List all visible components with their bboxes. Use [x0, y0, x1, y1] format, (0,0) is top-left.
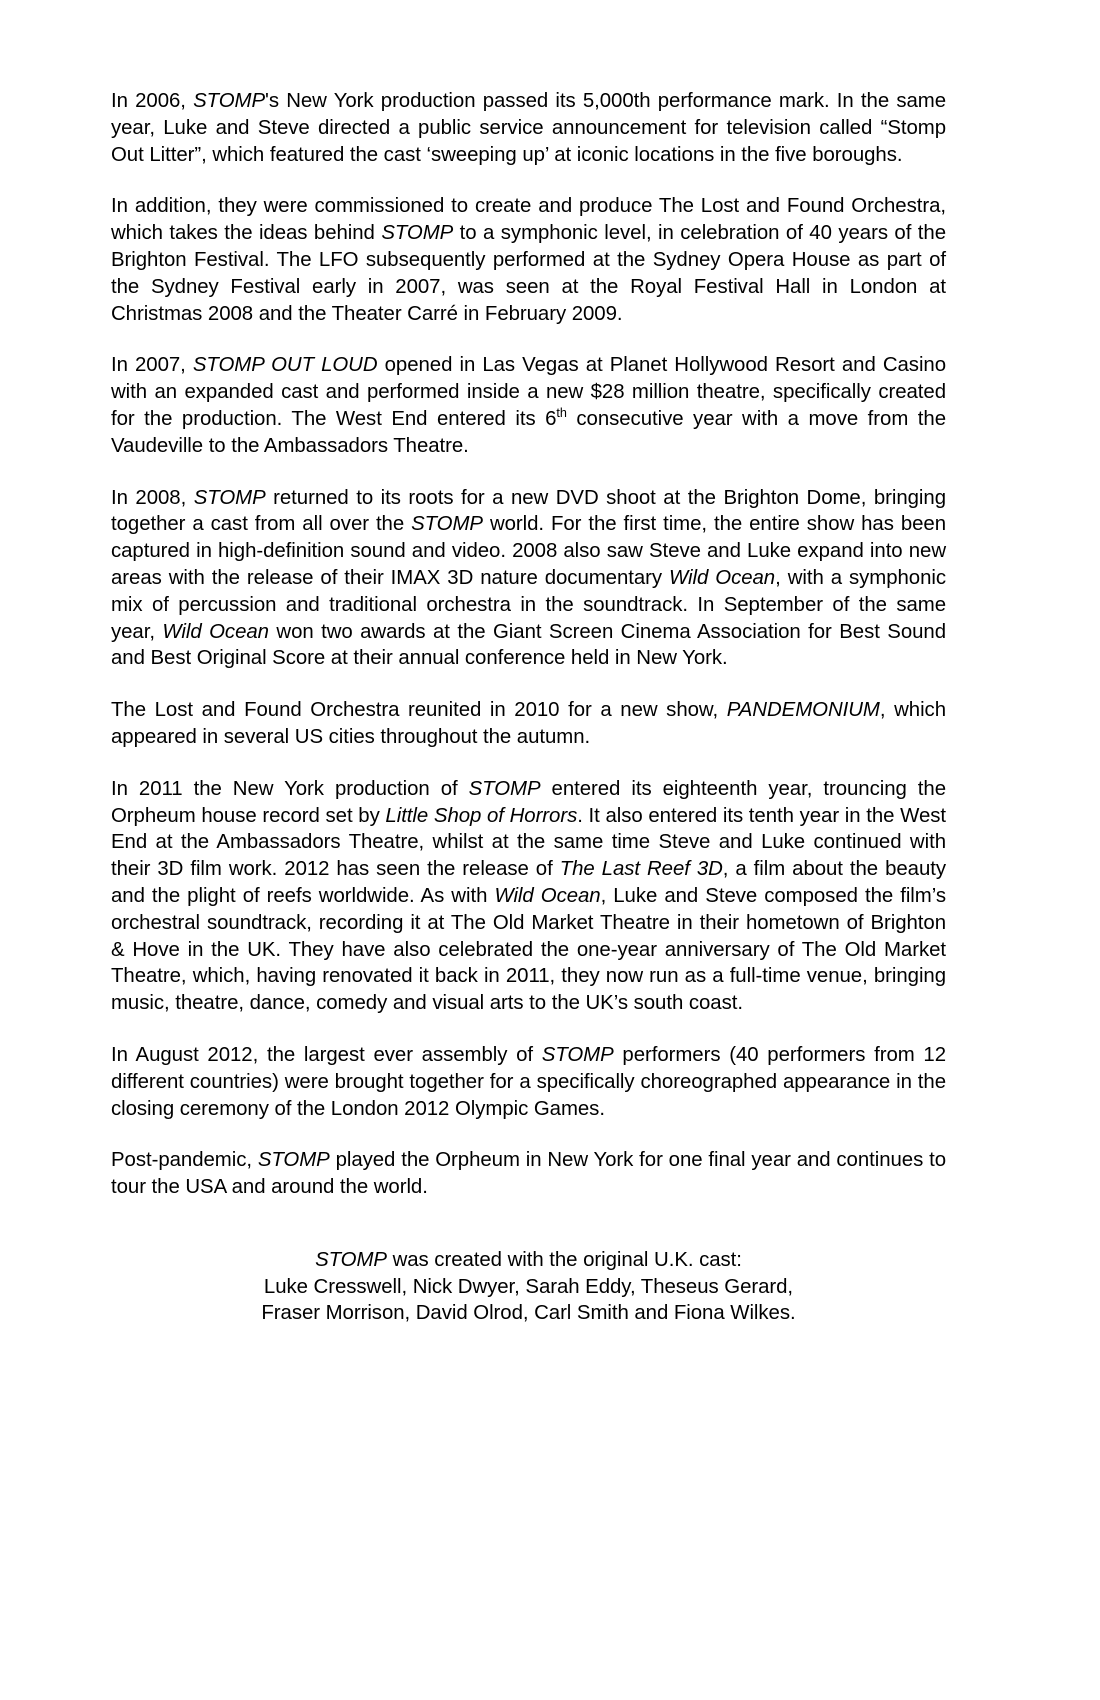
para-post-pandemic — [111, 1147, 946, 1201]
text-run: , a film about the beauty and the plight of reefs worldwide. As with — [111, 858, 947, 907]
text-run: played the Orpheum in New York for one final year and continues to tour the USA and around the world. — [111, 1149, 946, 1199]
cast-name-line: Luke Cresswell, Nick Dwyer, Sarah Eddy, Theseus Gerard, — [263, 1275, 794, 1298]
cast-heading — [111, 1247, 946, 1274]
italic-title: STOMP — [193, 486, 266, 509]
italic-title: STOMP OUT LOUD — [192, 354, 378, 377]
italic-title: Wild Ocean — [162, 620, 269, 643]
italic-title: STOMP — [381, 222, 454, 245]
italic-title: Wild Ocean — [669, 566, 776, 589]
cast-names — [111, 1274, 946, 1328]
ordinal-suffix: th — [556, 406, 567, 421]
cast-name-line: Fraser Morrison, David Olrod, Carl Smith and Fiona Wilkes. — [261, 1302, 796, 1325]
text-run: In 2011 the New York production of — [111, 777, 469, 800]
italic-title: STOMP — [468, 777, 541, 800]
text-run: world. For the first time, the entire show has been captured in high-definition sound and video. 2008 also saw Steve and Luke expand into new areas with the release of their IMAX 3D nature documentary — [111, 513, 946, 589]
italic-title: STOMP — [541, 1043, 614, 1066]
text-run: opened in Las Vegas at Planet Hollywood Resort and Casino with an expanded cast and performed inside a new $28 million theatre, specifically created for the production. The West End entered its 6 — [111, 354, 947, 430]
cast-block — [111, 1247, 946, 1327]
italic-title: PANDEMONIUM — [726, 699, 880, 722]
para-2011 — [111, 776, 946, 1017]
text-run: In addition, they were commissioned to create and produce The Lost and Found Orchestra, which takes the ideas behind — [111, 195, 946, 245]
text-run: . It also entered its tenth year in the West End at the Ambassadors Theatre, whilst at the same time Steve and Luke continued with their 3D film work. 2012 has seen the release of — [111, 804, 946, 881]
text-run: to a symphonic level, in celebration of 40 years of the Brighton Festival. The LFO subsequently performed at the Sydney Opera House as part of the Sydney Festival early in 2007, was seen at the Royal Festival Hall in London at Christmas 2008 and the Theater Carré in February 2009. — [111, 222, 946, 325]
text-run: , with a symphonic mix of percussion and traditional orchestra in the soundtrack. In September of the same year, — [111, 566, 946, 643]
text-run: returned to its roots for a new DVD shoot at the Brighton Dome, bringing together a cast from all over the — [111, 486, 946, 536]
text-run: , Luke and Steve composed the film’s orchestral soundtrack, recording it at The Old Market Theatre in their hometown of Brighton & Hove in the UK. They have also celebrated the one-year anniversary of The Old Market Theatre, which, having renovated it back in 2011, they now run as a full-time venue, bringing music, theatre, dance, comedy and visual arts to the UK’s south coast. — [111, 884, 946, 1015]
text-run: , which appeared in several US cities throughout the autumn. — [111, 699, 946, 748]
text-run: In 2008, — [111, 486, 194, 509]
para-2006 — [111, 88, 946, 168]
italic-title: STOMP — [411, 513, 483, 536]
italic-title: STOMP — [257, 1149, 330, 1172]
document-body — [111, 88, 946, 1327]
italic-title: The Last Reef 3D — [559, 858, 723, 881]
text-run: In 2007, — [111, 354, 193, 377]
text-run: won two awards at the Giant Screen Cinema Association for Best Sound and Best Original Score at their annual conference held in New York. — [111, 620, 946, 670]
text-run: performers (40 performers from 12 different countries) were brought together for a specifically choreographed appearance in the closing ceremony of the London 2012 Olympic Games. — [111, 1043, 946, 1120]
para-lost-and-found — [111, 193, 946, 327]
text-run: The Lost and Found Orchestra reunited in 2010 for a new show, — [111, 699, 727, 722]
paragraph-list — [111, 88, 946, 1201]
text-run: In 2006, — [111, 90, 194, 112]
text-run: consecutive year with a move from the Vaudeville to the Ambassadors Theatre. — [111, 407, 946, 457]
italic-title: STOMP — [315, 1248, 387, 1271]
para-2007 — [111, 352, 946, 459]
text-run: entered its eighteenth year, trouncing the Orpheum house record set by — [111, 777, 946, 827]
text-run: was created with the original U.K. cast: — [386, 1248, 742, 1271]
para-2012 — [111, 1042, 946, 1122]
italic-title: Little Shop of Horrors — [385, 804, 578, 827]
text-run: Post-pandemic, — [111, 1149, 258, 1172]
text-run: 's New York production passed its 5,000th performance mark. In the same year, Luke and Steve directed a public service announcement for television called “Stomp Out Litter”, which featured the cast ‘sweeping up’ at iconic locations in the five boroughs. — [111, 90, 946, 166]
para-2010 — [111, 697, 946, 751]
text-run: In August 2012, the largest ever assembly of — [111, 1043, 542, 1066]
para-2008 — [111, 485, 946, 673]
italic-title: Wild Ocean — [494, 884, 601, 907]
italic-title: STOMP — [193, 90, 266, 112]
